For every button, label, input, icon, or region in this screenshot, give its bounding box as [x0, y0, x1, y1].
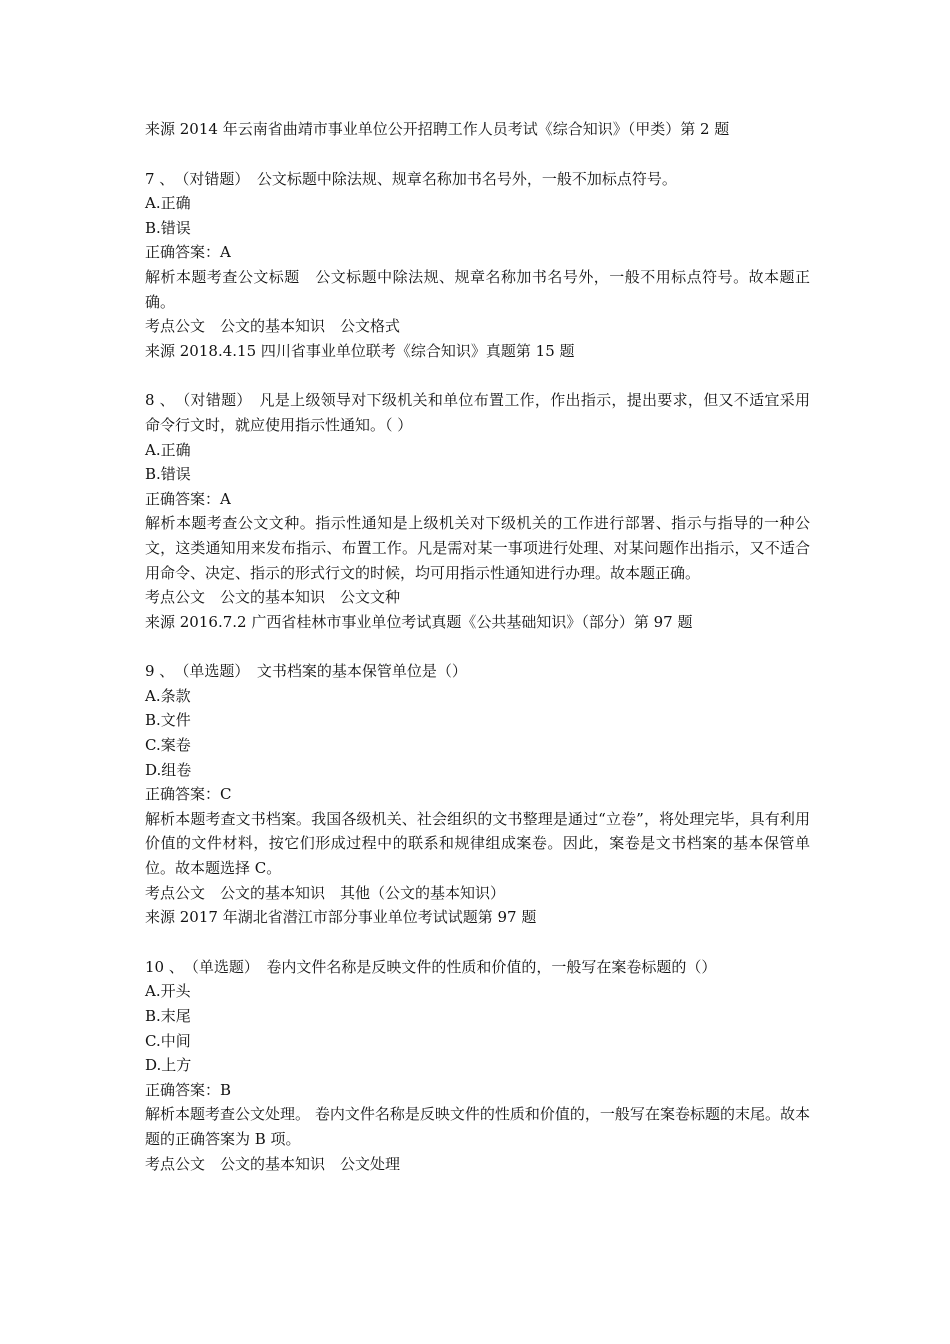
- option: B.文件: [145, 711, 191, 730]
- spacer: [145, 930, 810, 955]
- knowledge-point: 考点公文 公文的基本知识 公文处理: [145, 1154, 401, 1173]
- question-number: 10 、: [145, 957, 177, 976]
- question-source: 来源 2016.7.2 广西省桂林市事业单位考试真题《公共基础知识》（部分）第 97 题: [145, 612, 693, 631]
- analysis: 解析本题考查公文标题 公文标题中除法规、规章名称加书名号外，一般不用标点符号。故本题正确。: [145, 267, 810, 311]
- question-type: （对错题）: [181, 169, 242, 188]
- spacer: [145, 363, 810, 388]
- knowledge-point: 考点公文 公文的基本知识 公文文种: [145, 588, 401, 607]
- correct-answer: 正确答案：A: [145, 489, 231, 508]
- question-stem: 公文标题中除法规、规章名称加书名号外，一般不加标点符号。: [256, 169, 677, 188]
- question-header: [145, 388, 810, 437]
- question-number: 7 、: [145, 169, 167, 188]
- correct-answer: 正确答案：B: [145, 1080, 232, 1099]
- spacer: [145, 142, 810, 167]
- analysis: 解析本题考查公文处理。 卷内文件名称是反映文件的性质和价值的，一般写在案卷标题的末尾。故本题的正确答案为 B 项。: [145, 1105, 810, 1148]
- option: A.正确: [145, 440, 191, 459]
- question-type: （对错题）: [182, 391, 245, 410]
- question-block: [145, 167, 810, 364]
- question-block: [145, 388, 810, 634]
- question-block: [145, 659, 810, 930]
- option: D.组卷: [145, 760, 192, 779]
- option: C.案卷: [145, 736, 191, 755]
- correct-answer: 正确答案：A: [145, 243, 231, 262]
- option: B.末尾: [145, 1007, 191, 1025]
- question-type: （单选题）: [191, 957, 252, 976]
- correct-answer: 正确答案：C: [145, 785, 232, 804]
- question-header: [145, 167, 810, 192]
- option: B.错误: [145, 218, 191, 237]
- option: A.正确: [145, 194, 191, 213]
- option: B.错误: [145, 465, 191, 484]
- question-source: 来源 2017 年湖北省潜江市部分事业单位考试试题第 97 题: [145, 908, 537, 927]
- analysis: 解析本题考查文书档案。我国各级机关、社会组织的文书整理是通过“立卷”，将处理完毕，具有利用价值的文件材料，按它们形成过程中的联系和规律组成案卷。因此，案卷是文书档案的基本保管单位。故本题选择 C。: [145, 809, 810, 878]
- knowledge-point: 考点公文 公文的基本知识 其他（公文的基本知识）: [145, 883, 506, 902]
- spacer: [145, 634, 810, 659]
- question-block: [145, 955, 810, 1176]
- document-page: [145, 117, 810, 1176]
- option: A.开头: [145, 982, 191, 1001]
- analysis: 解析本题考查公文文种。指示性通知是上级机关对下级机关的工作进行部署、指示与指导的一种公文，这类通知用来发布指示、布置工作。凡是需对某一事项进行处理、对某问题作出指示，又不适合用命令、决定、指示的形式行文的时候，均可用指示性通知进行办理。故本题正确。: [145, 514, 810, 582]
- question-header: [145, 659, 810, 684]
- option: C.中间: [145, 1031, 191, 1050]
- question-number: 9 、: [145, 662, 167, 681]
- question-number: 8 、: [145, 391, 168, 410]
- question-type: （单选题）: [181, 662, 242, 681]
- question-stem: 凡是上级领导对下级机关和单位布置工作，作出指示，提出要求，但又不适宜采用命令行文时，就应使用指示性通知。（ ）: [145, 391, 810, 434]
- knowledge-point: 考点公文 公文的基本知识 公文格式: [145, 317, 401, 336]
- intro-source: 来源 2014 年云南省曲靖市事业单位公开招聘工作人员考试《综合知识》（甲类）第 2 题: [145, 120, 730, 138]
- question-source: 来源 2018.4.15 四川省事业单位联考《综合知识》真题第 15 题: [145, 341, 575, 360]
- question-header: [145, 955, 810, 980]
- question-stem: 卷内文件名称是反映文件的性质和价值的，一般写在案卷标题的（）: [266, 957, 717, 976]
- question-stem: 文书档案的基本保管单位是（）: [256, 662, 467, 681]
- option: A.条款: [145, 686, 191, 705]
- option: D.上方: [145, 1056, 192, 1075]
